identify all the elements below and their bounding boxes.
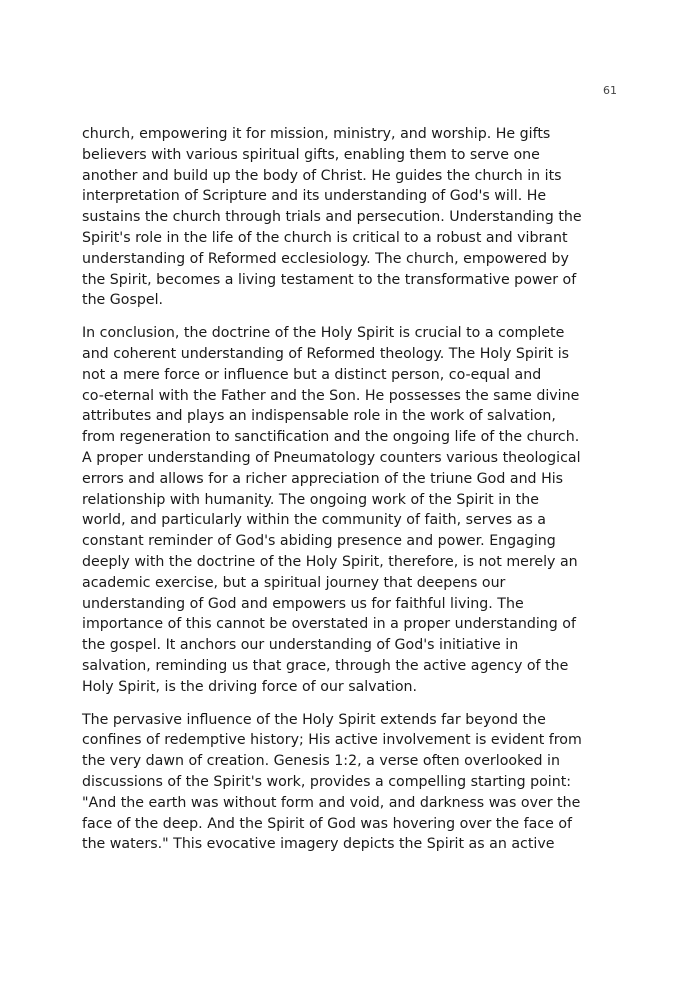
text-line: face of the deep. And the Spirit of God was hovering over the face of [82,815,572,832]
text-line: The pervasive influence of the Holy Spirit extends far beyond the [82,711,546,728]
text-line: the very dawn of creation. Genesis 1:2, a verse often overlooked in [82,753,560,770]
text-line: world, and particularly within the community of faith, serves as a [82,512,546,529]
paragraph-1 [82,124,622,311]
text-line: and coherent understanding of Reformed theology. The Holy Spirit is [82,345,570,362]
text-line: church, empowering it for mission, ministry, and worship. He gifts [82,126,551,142]
page-body [82,124,622,867]
text-line: attributes and plays an indispensable role in the work of salvation, [82,408,556,425]
text-line: believers with various spiritual gifts, enabling them to serve one [82,146,540,163]
text-line: from regeneration to sanctification and the ongoing life of the church. [82,429,580,446]
text-line: Spirit's role in the life of the church is critical to a robust and vibrant [82,229,568,246]
text-line: sustains the church through trials and persecution. Understanding the [82,209,582,226]
text-line: academic exercise, but a spiritual journey that deepens our [82,574,506,591]
text-line: relationship with humanity. The ongoing work of the Spirit in the [82,491,539,508]
text-line: the Spirit, becomes a living testament to the transformative power of [82,271,577,288]
text-line: co-eternal with the Father and the Son. He possesses the same divine [82,387,580,404]
text-line: salvation, reminding us that grace, through the active agency of the [82,657,569,674]
paragraph-3 [82,710,622,856]
text-line: deeply with the doctrine of the Holy Spirit, therefore, is not merely an [82,553,578,570]
text-line: interpretation of Scripture and its understanding of God's will. He [82,188,547,205]
text-line: the gospel. It anchors our understanding of God's initiative in [82,637,519,654]
text-line: errors and allows for a richer appreciation of the triune God and His [82,470,564,487]
text-line: the waters." This evocative imagery depicts the Spirit as an active [82,836,555,853]
text-line: In conclusion, the doctrine of the Holy Spirit is crucial to a complete [82,325,565,342]
text-line: discussions of the Spirit's work, provides a compelling starting point: [82,773,572,790]
text-line: the Gospel. [82,292,164,309]
text-line: A proper understanding of Pneumatology counters various theological [82,449,581,466]
text-line: understanding of God and empowers us for faithful living. The [82,595,524,612]
text-line: "And the earth was without form and void, and darkness was over the [82,794,581,811]
text-line: understanding of Reformed ecclesiology. The church, empowered by [82,250,569,267]
text-line: constant reminder of God's abiding presence and power. Engaging [82,533,556,550]
text-line: Holy Spirit, is the driving force of our salvation. [82,678,418,695]
text-line: confines of redemptive history; His active involvement is evident from [82,732,582,749]
text-line: not a mere force or influence but a distinct person, co-equal and [82,366,542,383]
text-line: another and build up the body of Christ. He guides the church in its [82,167,562,184]
page-number: 61 [603,84,617,97]
paragraph-2 [82,323,622,697]
text-line: importance of this cannot be overstated in a proper understanding of [82,616,576,633]
